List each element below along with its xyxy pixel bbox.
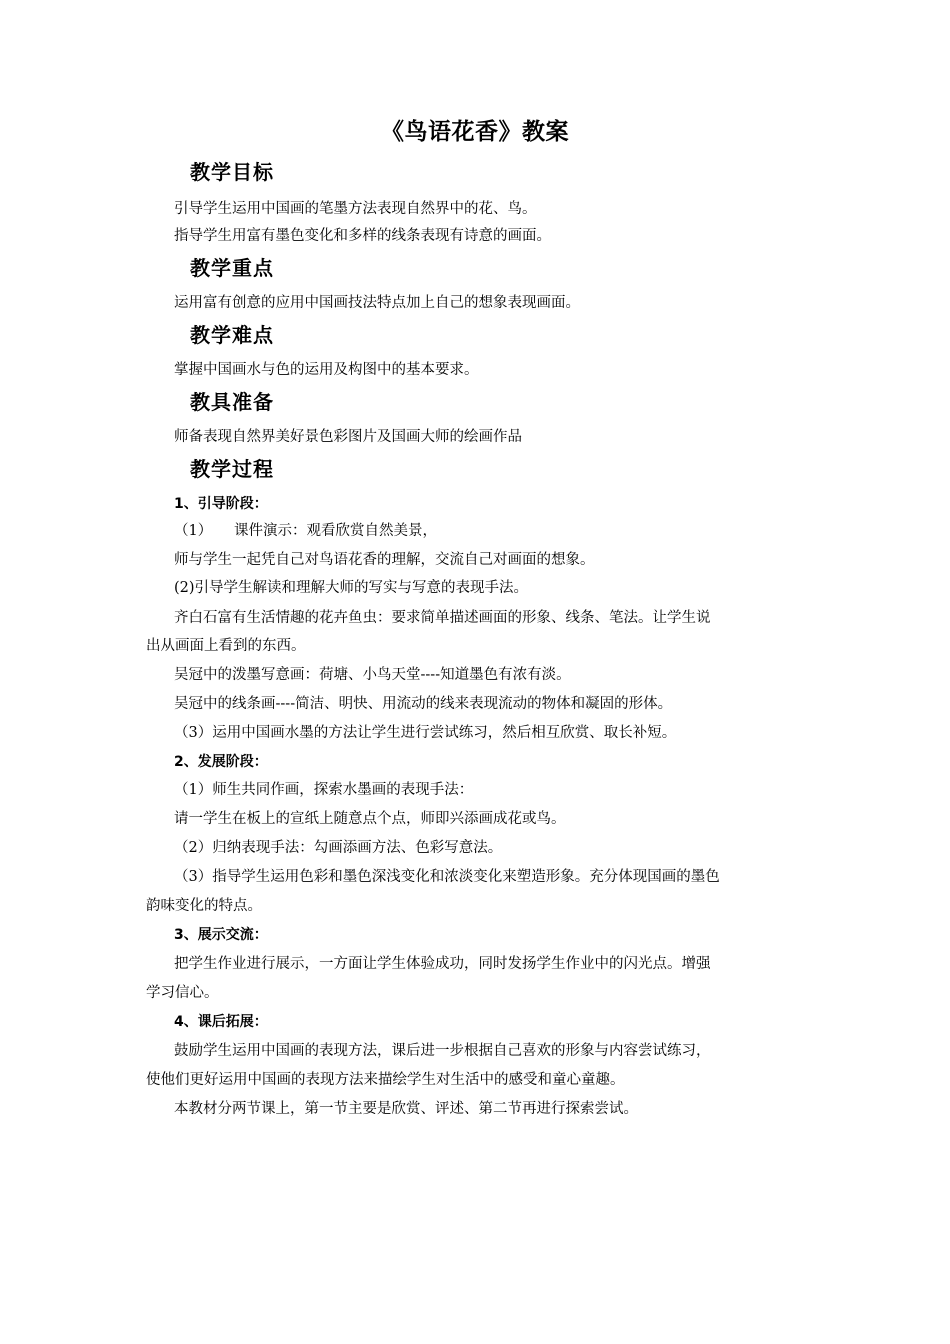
stage3-title: 3、展示交流：	[174, 927, 268, 943]
heading-keypoint: 教学重点	[190, 256, 274, 280]
stage2-line-4a: （3）指导学生运用色彩和墨色深浅变化和浓淡变化来塑造形象。充分体现国画的墨色	[174, 869, 720, 885]
stage2-line-2: 请一学生在板上的宣纸上随意点个点，师即兴添画成花或鸟。	[174, 811, 566, 827]
stage3-line-1a: 把学生作业进行展示，一方面让学生体验成功，同时发扬学生作业中的闪光点。增强	[174, 956, 711, 972]
stage4-line-1b: 使他们更好运用中国画的表现方法来描绘学生对生活中的感受和童心童趣。	[146, 1072, 625, 1088]
stage1-line-2: 师与学生一起凭自己对鸟语花香的理解，交流自己对画面的想象。	[174, 552, 595, 568]
heading-difficulty: 教学难点	[190, 323, 274, 347]
heading-objectives: 教学目标	[190, 160, 274, 184]
stage1-line-7: （3）运用中国画水墨的方法让学生进行尝试练习，然后相互欣赏、取长补短。	[174, 725, 677, 741]
difficulty-line-1: 掌握中国画水与色的运用及构图中的基本要求。	[174, 362, 479, 378]
stage1-line-4a: 齐白石富有生活情趣的花卉鱼虫：要求简单描述画面的形象、线条、笔法。让学生说	[174, 610, 711, 626]
heading-process: 教学过程	[190, 457, 274, 481]
stage1-title: 1、引导阶段：	[174, 496, 268, 512]
stage1-line-1: （1） 课件演示：观看欣赏自然美景，	[174, 523, 437, 539]
stage4-line-2: 本教材分两节课上，第一节主要是欣赏、评述、第二节再进行探索尝试。	[174, 1101, 638, 1117]
stage3-line-1b: 学习信心。	[146, 985, 219, 1001]
stage4-title: 4、课后拓展：	[174, 1014, 268, 1030]
stage2-line-1: （1）师生共同作画，探索水墨画的表现手法：	[174, 782, 474, 798]
stage4-line-1a: 鼓励学生运用中国画的表现方法，课后进一步根据自己喜欢的形象与内容尝试练习，	[174, 1043, 711, 1059]
stage1-line-4b: 出从画面上看到的东西。	[146, 638, 306, 654]
materials-line-1: 师备表现自然界美好景色彩图片及国画大师的绘画作品	[174, 429, 522, 445]
stage2-line-4b: 韵味变化的特点。	[146, 898, 262, 914]
stage1-line-5: 吴冠中的泼墨写意画：荷塘、小鸟天堂----知道墨色有浓有淡。	[174, 667, 571, 683]
stage2-line-3: （2）归纳表现手法：勾画添画方法、色彩写意法。	[174, 840, 503, 856]
keypoint-line-1: 运用富有创意的应用中国画技法特点加上自己的想象表现画面。	[174, 295, 580, 311]
stage1-line-6: 吴冠中的线条画----简洁、明快、用流动的线来表现流动的物体和凝固的形体。	[174, 696, 673, 712]
document-title: 《鸟语花香》教案	[381, 119, 569, 145]
objectives-line-1: 引导学生运用中国画的笔墨方法表现自然界中的花、鸟。	[174, 201, 537, 217]
heading-materials: 教具准备	[190, 390, 274, 414]
objectives-line-2: 指导学生用富有墨色变化和多样的线条表现有诗意的画面。	[174, 228, 551, 244]
stage1-line-3: (2)引导学生解读和理解大师的写实与写意的表现手法。	[174, 580, 529, 596]
stage2-title: 2、发展阶段：	[174, 754, 268, 770]
